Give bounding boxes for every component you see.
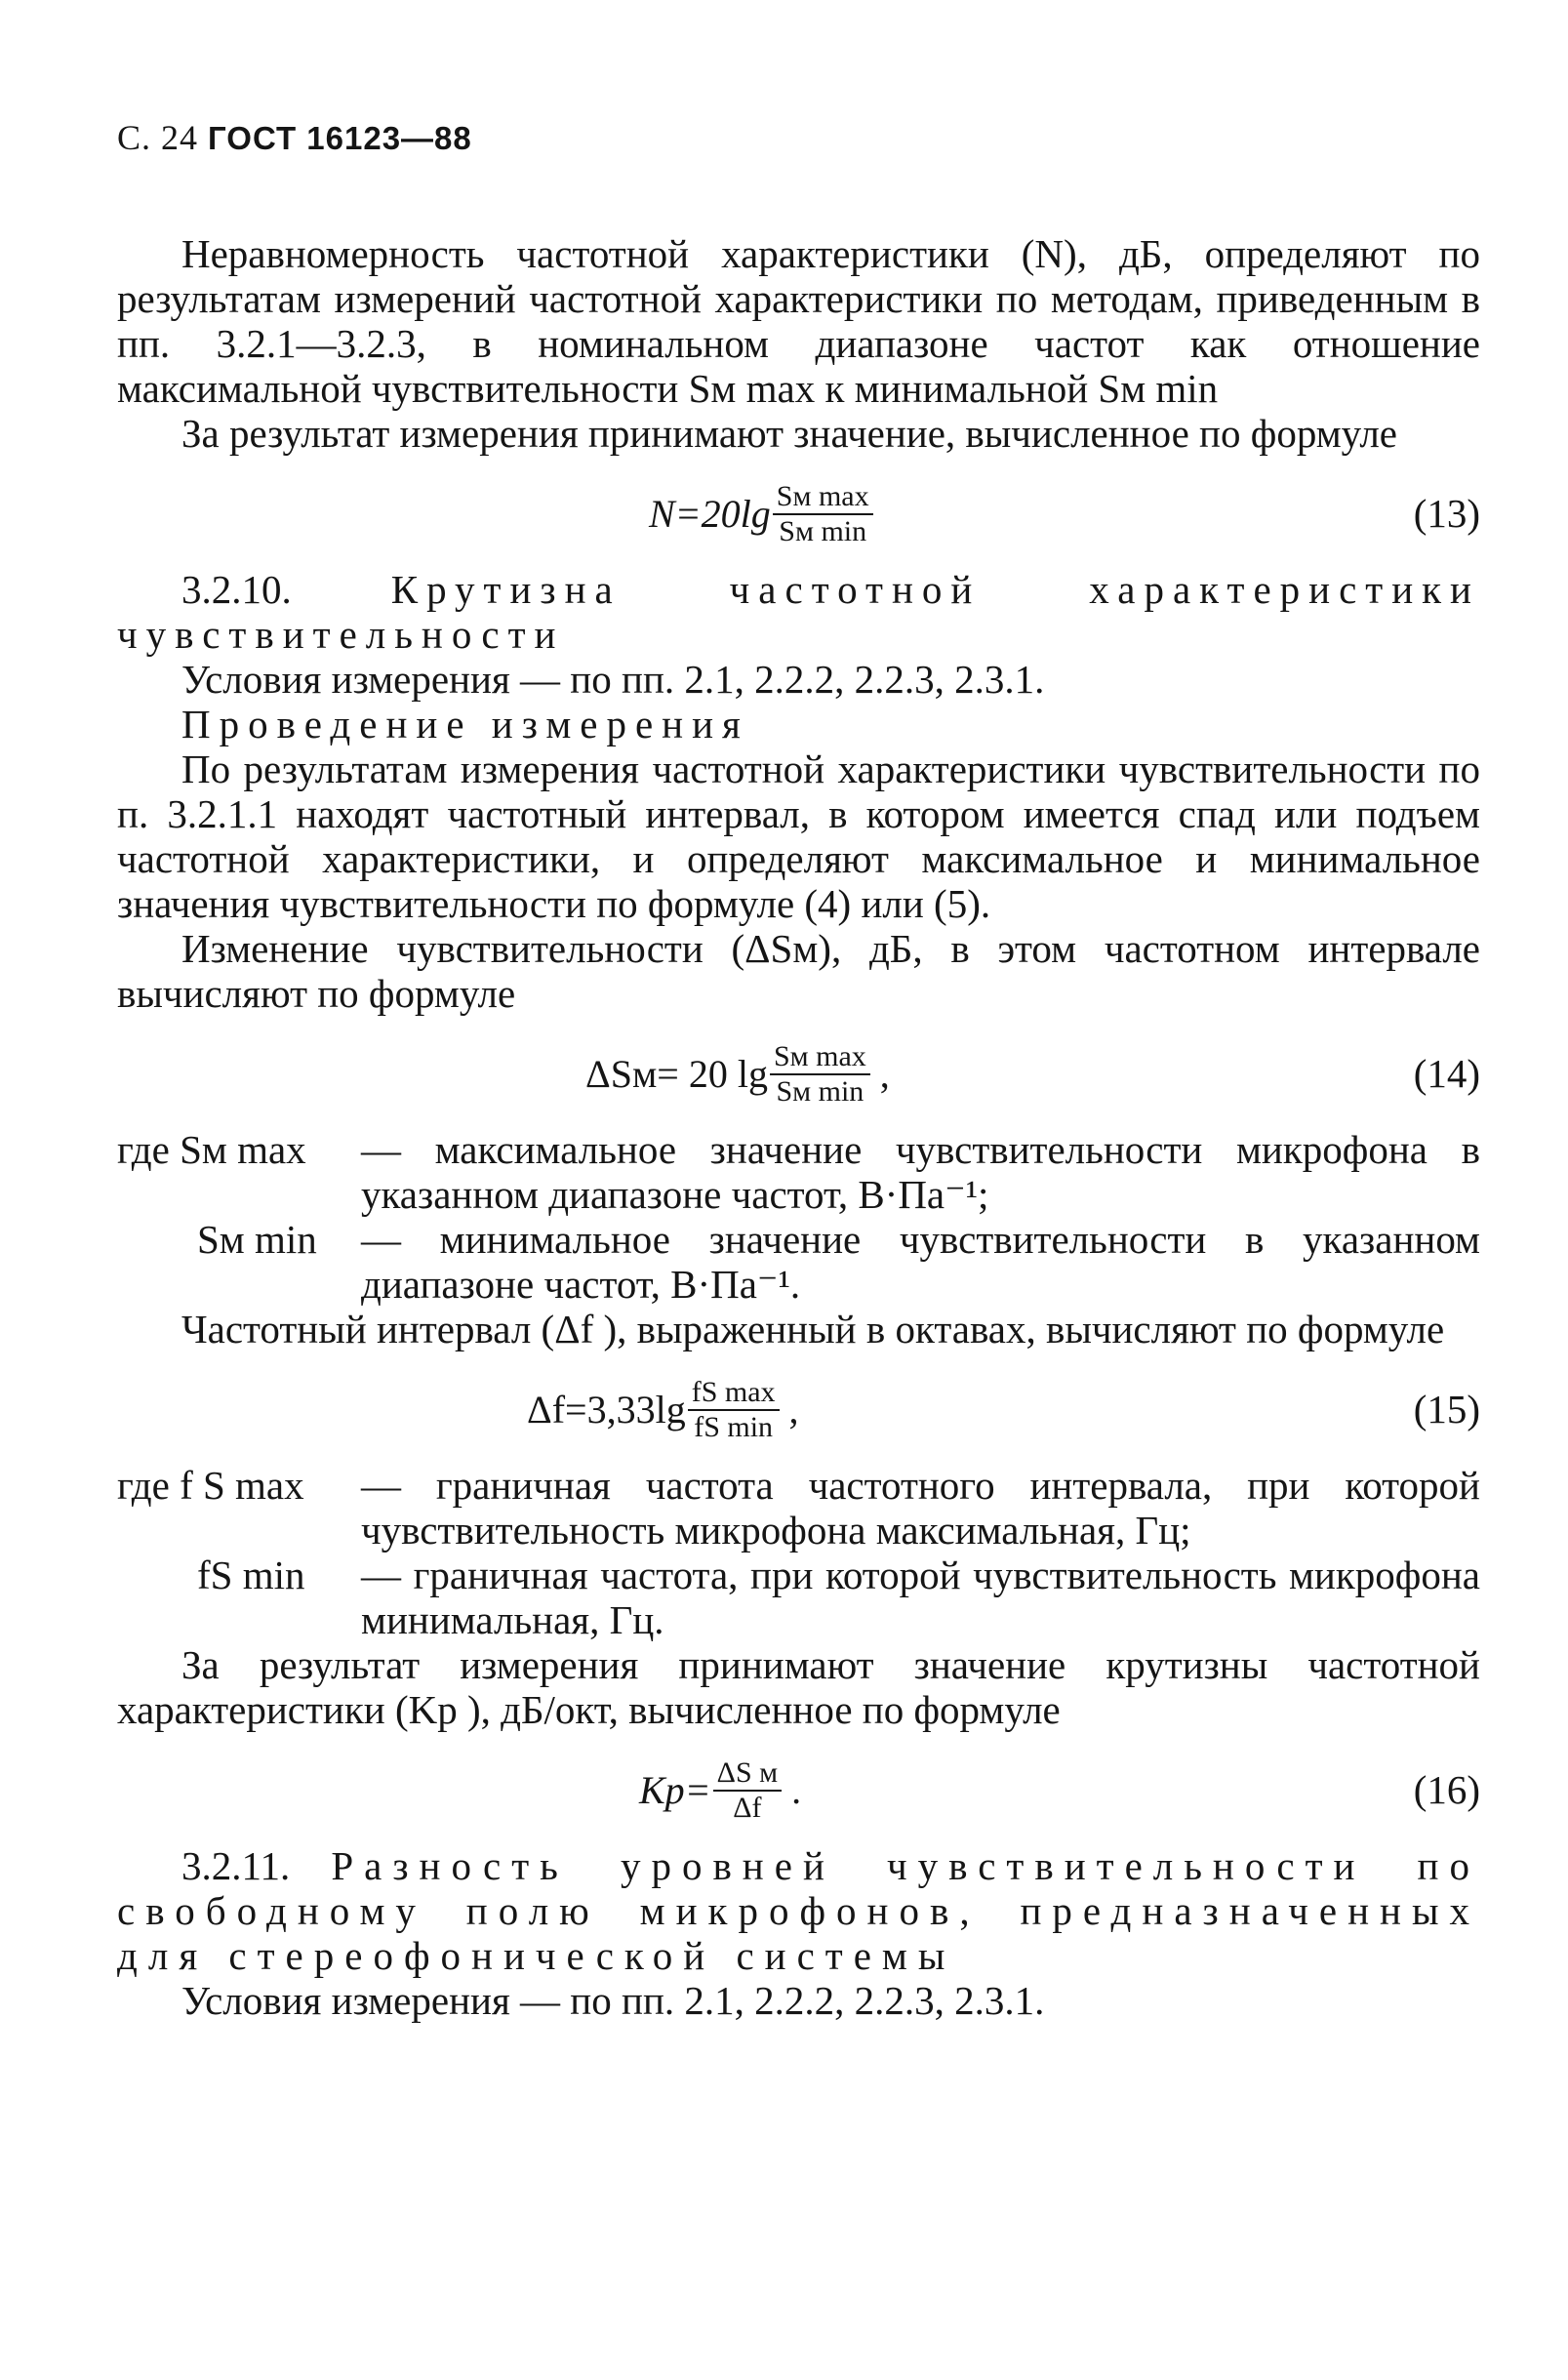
conditions-3-2-11: Условия измерения — по пп. 2.1, 2.2.2, 2.2.3, 2.3.1. [181,1978,1045,2023]
paragraph-result-13: За результат измерения принимают значение, вычисленное по формуле [181,411,1397,456]
formula-14-denominator: Sм min [776,1075,864,1108]
formula-16 [117,1744,1480,1837]
legend-desc-s-min: — минимальное значение чувствительности в указанном диапазоне частот, В·Па⁻¹. [361,1217,1480,1307]
formula-16-fraction [713,1756,782,1825]
formula-14-comma: , [879,1052,890,1096]
formula-14-fraction [770,1040,870,1109]
formula-13-denominator: Sм min [779,515,867,547]
formula-16-lhs: Kp= [639,1768,711,1812]
formula-13-lhs: N=20lg [649,492,771,536]
formula-16-numerator: ΔS м [713,1756,782,1792]
conditions-3-2-10: Условия измерения — по пп. 2.1, 2.2.2, 2.2.3, 2.3.1. [181,657,1045,702]
formula-14-lhs: ΔSм= 20 lg [585,1052,768,1096]
legend-desc-f-min: — граничная частота, при которой чувствительность микрофона минимальная, Гц. [361,1553,1480,1642]
formula-15-numerator: fS max [688,1376,780,1411]
formula-15-fraction [688,1376,780,1444]
formula-14-numerator: Sм max [770,1040,870,1075]
legend-symbol-s-max: где Sм max [117,1127,306,1172]
conduct-heading: Проведение измерения [181,702,749,746]
formula-13-number: (13) [1413,491,1480,536]
legend-formula-14 [117,1127,1480,1307]
paragraph-frequency-interval: По результатам измерения частотной характеристики чувствительности по п. 3.2.1.1 находят частотный интервал, в котором имеется спад или подъем частотной характеристики, и определяют максимальное и минимальное значения чувствительности по формуле (4) или (5). [117,746,1480,926]
legend-symbol-f-max: где f S max [117,1463,304,1508]
formula-13 [117,467,1480,561]
section-3-2-10-heading [117,567,1480,657]
legend-symbol-s-min: Sм min [197,1217,317,1262]
page-number: С. 24 [117,118,199,157]
section-3-2-11-title: Разность уровней чувствительности по свободному полю микрофонов, предназначенных для стереофонической системы [117,1843,1480,1978]
formula-15-lhs: Δf=3,33lg [527,1388,686,1432]
formula-15-denominator: fS min [694,1411,774,1443]
formula-13-numerator: Sм max [773,480,873,515]
paragraph-octave-interval: Частотный интервал (Δf ), выраженный в октавах, вычисляют по формуле [181,1307,1445,1351]
standard-code: ГОСТ 16123—88 [208,120,472,156]
paragraph-sensitivity-change: Изменение чувствительности (ΔSм), дБ, в этом частотном интервале вычисляют по формуле [117,926,1480,1016]
legend-symbol-f-min: fS min [197,1553,305,1597]
formula-15-comma: , [788,1388,799,1432]
legend-formula-15 [117,1463,1480,1642]
formula-16-denominator: Δf [733,1792,762,1824]
section-3-2-10-number: 3.2.10. [181,567,292,612]
formula-16-period: . [791,1768,802,1812]
paragraph-slope-result: За результат измерения принимают значение крутизны частотной характеристики (Kp ), дБ/окт, вычисленное по формуле [117,1642,1480,1732]
running-header [117,115,1480,161]
legend-desc-s-max: — максимальное значение чувствительности микрофона в указанном диапазоне частот, В·Па⁻¹; [361,1127,1480,1217]
section-3-2-10-title: Крутизна частотной характеристики чувствительности [117,567,1480,657]
formula-13-fraction [773,480,873,548]
section-3-2-11-number: 3.2.11. [181,1843,291,1888]
formula-14 [117,1028,1480,1121]
paragraph-nonuniformity: Неравномерность частотной характеристики (N), дБ, определяют по результатам измерений частотной характеристики по методам, приведенным в пп. 3.2.1—3.2.3, в номинальном диапазоне частот как отношение максимальной чувствительности Sм max к минимальной Sм min [117,231,1480,411]
section-3-2-11-heading [117,1843,1480,1978]
formula-14-number: (14) [1413,1051,1480,1096]
legend-desc-f-max: — граничная частота частотного интервала, при которой чувствительность микрофона максимальная, Гц; [361,1463,1480,1553]
formula-16-number: (16) [1413,1767,1480,1812]
formula-15-number: (15) [1413,1387,1480,1432]
formula-15 [117,1363,1480,1457]
